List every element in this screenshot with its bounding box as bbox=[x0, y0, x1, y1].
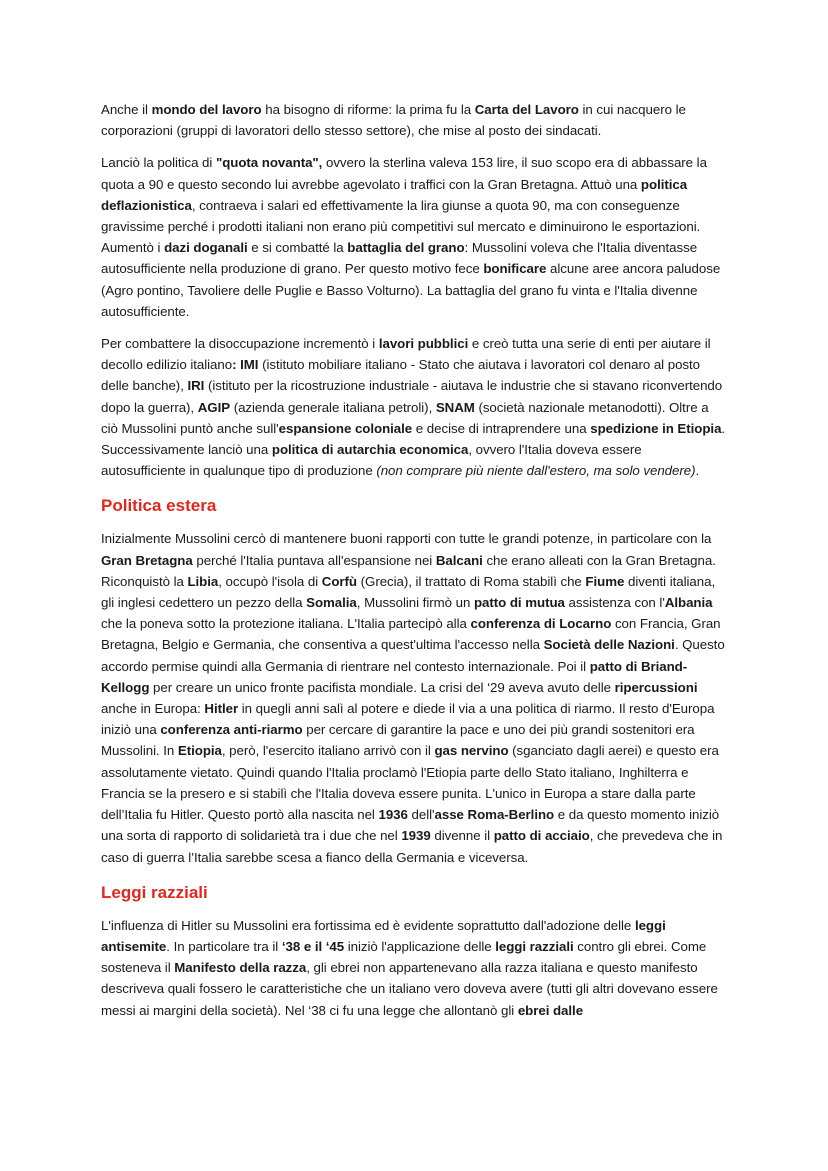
bold-text: Fiume bbox=[585, 573, 625, 589]
text-run: e creò tutta una serie di enti per aiutare il decollo edilizio italiano bbox=[101, 336, 711, 373]
bold-text: espansione coloniale bbox=[278, 420, 413, 436]
text-run: e da questo momento iniziò una sorta di rapporto di solidarietà tra i due che nel bbox=[101, 807, 720, 844]
bold-text: Manifesto della razza bbox=[174, 960, 307, 976]
document-section bbox=[101, 99, 726, 481]
text-run: e si combatté la bbox=[247, 240, 348, 256]
bold-text: patto di mutua bbox=[473, 595, 565, 611]
text-run: (istituto per la ricostruzione industriale - aiutava le industrie che si stavano riconvertendo dopo la guerra), bbox=[101, 378, 723, 415]
bold-text: lavori pubblici bbox=[378, 336, 469, 352]
text-run: . Successivamente lanciò una bbox=[101, 420, 726, 458]
text-run: , gli ebrei non appartenevano alla razza italiana e questo manifesto descriveva quali fossero le caratteristiche che un italiano vero doveva avere (tutti gli altri dovevano essere messi ai margini della società). Nel ‘38 ci fu una legge che allontanò gli bbox=[101, 960, 718, 1018]
bold-text: Somalia bbox=[306, 595, 357, 611]
text-run: perché l'Italia puntava all'espansione nei bbox=[192, 552, 436, 568]
bold-text: Società delle Nazioni bbox=[543, 637, 675, 653]
text-run: , ovvero l'Italia doveva essere autosufficiente in qualunque tipo di produzione bbox=[101, 442, 642, 479]
text-run: alcune aree ancora paludose (Agro pontino, Tavoliere delle Puglie e Basso Volturno). La battaglia del grano fu vinta e l'Italia divenne autosufficiente. bbox=[101, 261, 721, 319]
text-run: assistenza con l' bbox=[564, 595, 665, 611]
bold-text: bonificare bbox=[483, 261, 547, 277]
bold-text: Balcani bbox=[435, 552, 483, 568]
text-run: , che prevedeva che in caso di guerra l’Italia sarebbe scesa a fianco della Germania e viceversa. bbox=[101, 828, 723, 865]
text-run: anche in Europa: bbox=[101, 701, 205, 717]
document-section bbox=[101, 492, 726, 867]
bold-text: Libia bbox=[187, 573, 219, 589]
text-run: e decise di intraprendere una bbox=[412, 420, 591, 436]
text-run: , però, l'esercito italiano arrivò con il bbox=[221, 743, 435, 759]
bold-text: leggi razziali bbox=[495, 938, 574, 954]
section-heading: Leggi razziali bbox=[101, 882, 208, 902]
text-run: , contraeva i salari ed effettivamente la lira giunse a quota 90, ma con conseguenze gravissime perché i prodotti italiani non erano più competitivi sul mercato e diminuirono le esportazioni. Aumentò i bbox=[101, 197, 701, 256]
text-run: per creare un unico fronte pacifista mondiale. La crisi del ‘29 aveva avuto delle bbox=[149, 679, 615, 695]
text-run: (sganciato dagli aerei) e questo era assolutamente vietato. Quindi quando l'Italia proclamò l'Etiopia parte dello Stato italiano, Inghilterra e Francia se la presero e si stabilì che l'Italia doveva essere punita. L'unico in Europa a stare dalla parte dell’Italia fu Hitler. Questo portò alla nascita nel bbox=[101, 743, 719, 823]
text-run: (società nazionale metanodotti). Oltre a ciò Mussolini puntò anche sull' bbox=[101, 399, 709, 436]
text-run: , occupò l'isola di bbox=[218, 573, 322, 589]
document-page bbox=[101, 99, 726, 1032]
bold-text: spedizione in Etiopia bbox=[590, 420, 722, 436]
bold-text: SNAM bbox=[435, 399, 475, 415]
bold-text: : IMI bbox=[232, 357, 259, 373]
text-run: L'influenza di Hitler su Mussolini era fortissima ed è evidente soprattutto dall'adozione delle bbox=[101, 917, 635, 933]
bold-text: gas nervino bbox=[434, 743, 509, 759]
text-run: . Questo accordo permise quindi alla Germania di rientrare nel contesto internazionale. Poi il bbox=[101, 637, 725, 674]
text-run: ovvero la sterlina valeva 153 lire, il suo scopo era di abbassare la quota a 90 e questo secondo lui avrebbe agevolato i traffici con la Gran Bretagna. Attuò una bbox=[101, 155, 707, 192]
bold-text: AGIP bbox=[197, 399, 231, 415]
text-run: ha bisogno di riforme: la prima fu la bbox=[261, 102, 475, 117]
bold-text: leggi antisemite bbox=[101, 917, 666, 954]
text-run: dell' bbox=[407, 807, 435, 823]
bold-text: patto di Briand-Kellogg bbox=[101, 658, 688, 695]
body-paragraph bbox=[101, 915, 726, 1021]
bold-text: asse Roma-Berlino bbox=[434, 807, 555, 823]
text-run: iniziò l'applicazione delle bbox=[344, 938, 496, 954]
bold-text: Hitler bbox=[204, 701, 239, 717]
text-run: in quegli anni salì al potere e diede il via a una politica di riarmo. Il resto d'Europa iniziò una bbox=[101, 701, 715, 738]
bold-text: Etiopia bbox=[177, 743, 222, 759]
bold-text: politica di autarchia economica bbox=[271, 442, 469, 458]
text-run: che la poneva sotto la protezione italiana. L'Italia partecipò alla bbox=[101, 616, 471, 632]
text-run: (azienda generale italiana petroli), bbox=[230, 399, 436, 415]
body-paragraph bbox=[101, 99, 726, 141]
italic-text: (non comprare più niente dall'estero, ma solo vendere) bbox=[376, 463, 696, 479]
bold-text: dazi doganali bbox=[164, 240, 248, 256]
text-run: in cui nacquero le corporazioni (gruppi di lavoratori dello stesso settore), che mise al posto dei sindacati. bbox=[101, 102, 686, 139]
text-run: (Grecia), il trattato di Roma stabilì che bbox=[357, 573, 586, 589]
body-paragraph bbox=[101, 152, 726, 322]
bold-text: 1939 bbox=[401, 828, 431, 844]
bold-text: ripercussioni bbox=[614, 679, 698, 695]
bold-text: IRI bbox=[187, 378, 205, 394]
bold-text: battaglia del grano bbox=[347, 240, 465, 256]
bold-text: ‘38 e il ‘45 bbox=[281, 938, 345, 954]
text-run: . bbox=[695, 463, 700, 479]
bold-text: patto di acciaio bbox=[493, 828, 590, 844]
bold-text: mondo del lavoro bbox=[151, 102, 262, 117]
text-run: contro gli ebrei. Come sosteneva il bbox=[101, 938, 707, 976]
text-run: diventi italiana, gli inglesi cedettero un pezzo della bbox=[101, 573, 716, 611]
bold-text: Carta del Lavoro bbox=[474, 102, 579, 117]
document-section bbox=[101, 879, 726, 1021]
text-run: Anche il bbox=[101, 102, 152, 117]
text-run: Inizialmente Mussolini cercò di mantenere buoni rapporti con tutte le grandi potenze, in particolare con la bbox=[101, 531, 712, 547]
text-run: : Mussolini voleva che l'Italia diventasse autosufficiente nella produzione di grano. Per questo motivo fece bbox=[101, 240, 698, 277]
text-run: , Mussolini firmò un bbox=[356, 595, 474, 611]
text-run: divenne il bbox=[430, 828, 494, 844]
section-heading: Politica estera bbox=[101, 496, 217, 516]
bold-text: conferenza di Locarno bbox=[470, 616, 612, 632]
text-run: con Francia, Gran Bretagna, Belgio e Germania, che consentiva a quest'ultima l'accesso nella bbox=[101, 616, 721, 653]
bold-text: conferenza anti-riarmo bbox=[160, 722, 303, 738]
text-run: (istituto mobiliare italiano - Stato che aiutava i lavoratori col denaro al posto delle banche), bbox=[101, 357, 701, 394]
text-run: . In particolare tra il bbox=[166, 938, 282, 954]
body-paragraph bbox=[101, 333, 726, 481]
text-run: che erano alleati con la Gran Bretagna. Riconquistò la bbox=[101, 552, 716, 589]
bold-text: 1936 bbox=[378, 807, 408, 823]
bold-text: politica deflazionistica bbox=[101, 176, 688, 213]
bold-text: Gran Bretagna bbox=[101, 552, 193, 568]
bold-text: Corfù bbox=[321, 573, 357, 589]
bold-text: ebrei dalle bbox=[517, 1002, 584, 1018]
bold-text: "quota novanta", bbox=[215, 155, 323, 171]
bold-text: Albania bbox=[664, 595, 713, 611]
text-run: Per combattere la disoccupazione incrementò i bbox=[101, 336, 379, 352]
text-run: Lanciò la politica di bbox=[101, 155, 216, 171]
text-run: per cercare di garantire la pace e uno dei più grandi sostenitori era Mussolini. In bbox=[101, 722, 695, 759]
body-paragraph bbox=[101, 528, 726, 867]
